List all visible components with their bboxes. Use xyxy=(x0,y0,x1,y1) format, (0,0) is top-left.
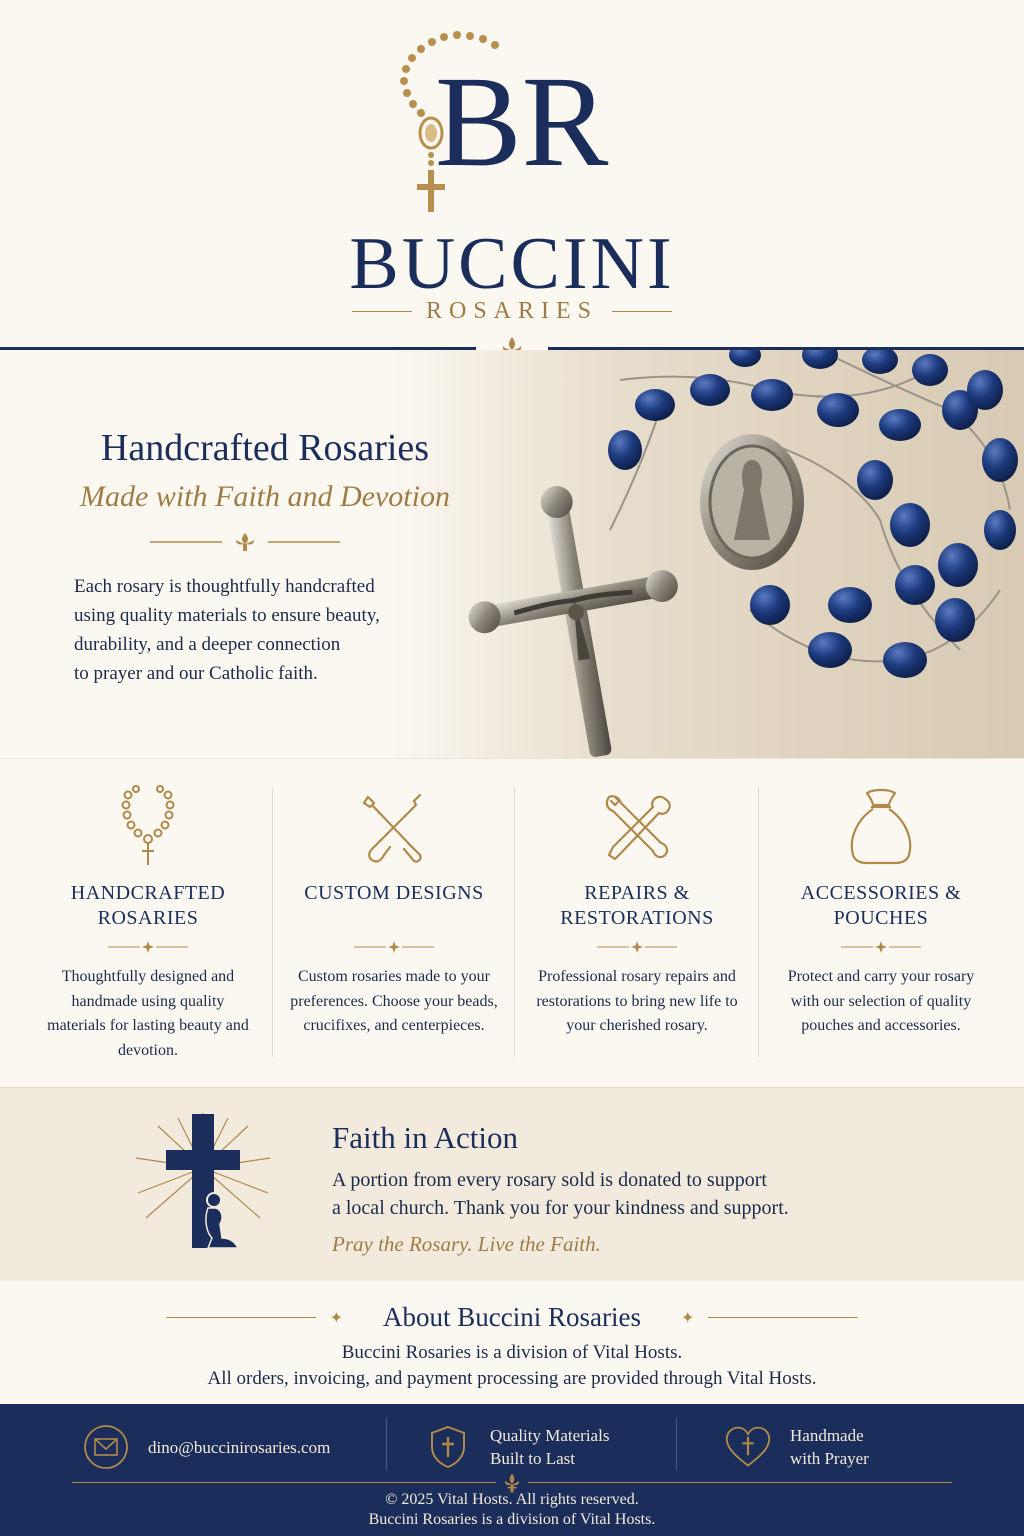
service-description: Thoughtfully designed and handmade using quality materials for lasting beauty and devotion. xyxy=(47,968,249,1059)
service-description: Custom rosaries made to your preferences. Choose your beads, crucifixes, and centerpieces. xyxy=(290,968,498,1034)
footer-divider xyxy=(676,1418,677,1470)
ornament-divider xyxy=(150,532,340,552)
about-heading-row xyxy=(0,1302,1024,1333)
brand-subtitle: ROSARIES xyxy=(425,298,599,324)
footer-handmade-item xyxy=(724,1418,869,1476)
about-text-line: All orders, invoicing, and payment processing are provided through Vital Hosts. xyxy=(207,1368,817,1389)
footer-text-line: Handmade xyxy=(790,1426,864,1445)
service-card-handcrafted xyxy=(26,759,270,1089)
divider-line xyxy=(612,311,672,313)
footer-handmade-text xyxy=(790,1424,869,1470)
footer-divider xyxy=(386,1418,387,1470)
pouch-icon xyxy=(841,785,921,867)
faith-description xyxy=(332,1166,852,1222)
hero-text-line: to prayer and our Catholic faith. xyxy=(74,663,318,684)
hero-text-line: using quality materials to ensure beauty, xyxy=(74,605,380,626)
service-title xyxy=(760,881,1002,931)
hero-description xyxy=(74,572,454,688)
about-title: About Buccini Rosaries xyxy=(383,1302,641,1332)
service-title-line: ACCESSORIES & xyxy=(800,882,962,904)
hero-text-line: Each rosary is thoughtfully handcrafted xyxy=(74,576,375,597)
brand-subtitle-row xyxy=(0,298,1024,325)
ornament-divider xyxy=(354,939,434,955)
divider-line xyxy=(708,1317,858,1319)
footer-copyright xyxy=(0,1490,1024,1530)
column-divider xyxy=(514,787,515,1057)
envelope-icon xyxy=(82,1423,130,1471)
faith-title: Faith in Action xyxy=(332,1120,518,1155)
service-title-line: CUSTOM DESIGNS xyxy=(304,882,484,904)
ornament-divider xyxy=(597,939,677,955)
footer-email[interactable]: dino@buccinirosaries.com xyxy=(148,1437,331,1457)
about-text-line: Buccini Rosaries is a division of Vital Hosts. xyxy=(341,1342,683,1363)
divider-line xyxy=(166,1317,316,1319)
service-title xyxy=(26,881,270,931)
brand-name: BUCCINI xyxy=(349,223,675,305)
ornament-divider xyxy=(108,939,188,955)
site-header xyxy=(0,0,1024,350)
tools-icon xyxy=(354,785,434,867)
faith-in-action-section xyxy=(0,1087,1024,1281)
hero-subtitle: Made with Faith and Devotion xyxy=(80,480,450,513)
rosary-photo xyxy=(0,350,1024,758)
footer-quality-text xyxy=(490,1424,609,1470)
wrench-icon xyxy=(597,785,677,867)
faith-text-line: a local church. Thank you for your kindness and support. xyxy=(332,1197,789,1219)
faith-tagline: Pray the Rosary. Live the Faith. xyxy=(332,1232,601,1256)
ornament-divider xyxy=(841,939,921,955)
footer-quality-item xyxy=(424,1418,609,1476)
service-title-line: HANDCRAFTED xyxy=(70,882,226,904)
heart-cross-icon xyxy=(724,1423,772,1471)
ornament-icon: ✦ xyxy=(680,1309,695,1327)
services-section xyxy=(0,758,1024,1088)
cross-prayer-icon xyxy=(128,1108,278,1258)
shield-cross-icon xyxy=(424,1423,472,1471)
service-card-repairs xyxy=(516,759,758,1089)
service-title xyxy=(516,881,758,931)
footer-text-line: Quality Materials xyxy=(490,1426,610,1445)
copyright-text: © 2025 Vital Hosts. All rights reserved. xyxy=(385,1491,639,1508)
service-title-line: REPAIRS & xyxy=(584,882,690,904)
hero-text-line: durability, and a deeper connection xyxy=(74,634,341,655)
footer-text-line: with Prayer xyxy=(790,1449,869,1468)
column-divider xyxy=(758,787,759,1057)
rosary-icon xyxy=(108,785,188,867)
service-description: Professional rosary repairs and restorations to bring new life to your cherished rosary. xyxy=(536,968,738,1034)
service-card-custom xyxy=(274,759,514,1089)
column-divider xyxy=(272,787,273,1057)
svg-text:BR: BR xyxy=(435,50,609,194)
service-title-line: RESTORATIONS xyxy=(560,907,714,929)
service-title xyxy=(274,881,514,906)
footer-text-line: Built to Last xyxy=(490,1449,575,1468)
ornament-icon: ✦ xyxy=(329,1309,344,1327)
footer-email-item[interactable] xyxy=(82,1418,330,1476)
faith-text-line: A portion from every rosary sold is donated to support xyxy=(332,1169,767,1191)
hero-title: Handcrafted Rosaries xyxy=(100,427,430,469)
about-section xyxy=(0,1282,1024,1404)
site-footer xyxy=(0,1404,1024,1536)
service-title-line: POUCHES xyxy=(833,907,929,929)
service-description: Protect and carry your rosary with our selection of quality pouches and accessories. xyxy=(787,968,975,1034)
divider-line xyxy=(352,311,412,313)
service-title-line: ROSARIES xyxy=(97,907,199,929)
service-card-accessories xyxy=(760,759,1002,1089)
hero-section xyxy=(0,350,1024,758)
logo-monogram xyxy=(395,25,615,235)
division-text: Buccini Rosaries is a division of Vital Hosts. xyxy=(368,1511,656,1528)
